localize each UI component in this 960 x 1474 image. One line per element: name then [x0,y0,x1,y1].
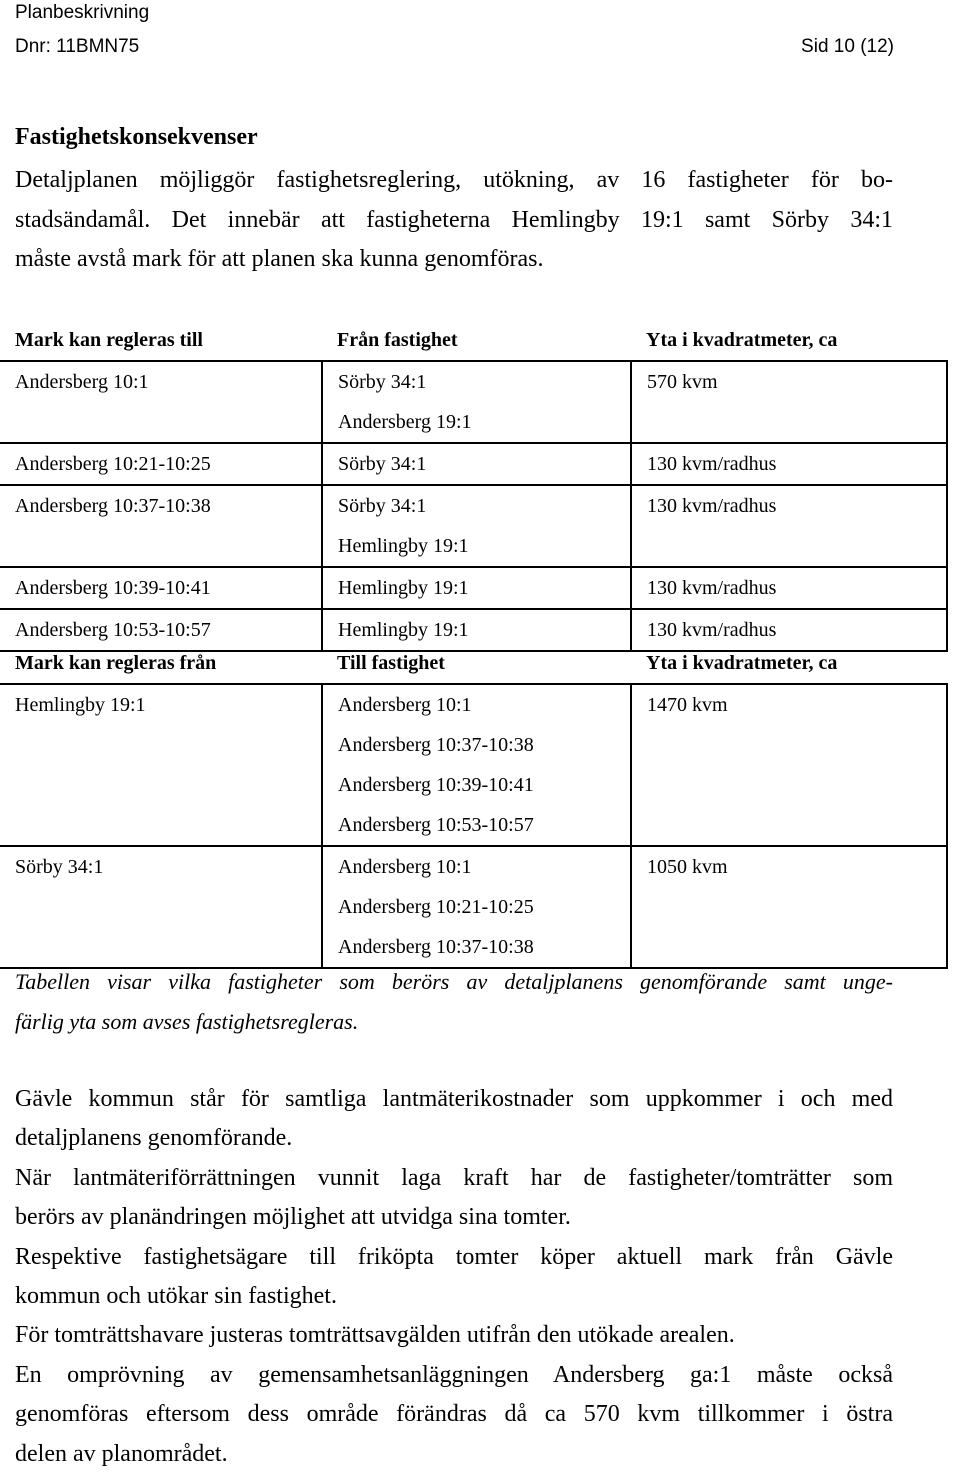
source-cell: Hemlingby 19:1 [322,567,631,609]
table-row [0,567,947,609]
page-number: Sid 10 (12) [801,36,894,57]
column-header: Från fastighet [337,329,458,351]
property-cell: Andersberg 10:1 [0,361,322,443]
area-cell: 130 kvm/radhus [631,443,947,485]
column-header: Yta i kvadratmeter, ca [646,652,838,674]
intro-line: stadsändamål. Det innebär att fastigheterna Hemlingby 19:1 samt Sörby 34:1 [15,206,893,233]
target-property: Andersberg 10:1 [338,856,472,878]
body-line: En omprövning av gemensamhetsanläggningen Andersberg ga:1 måste också [15,1361,893,1388]
target-cell [322,846,631,968]
table-row [0,846,947,968]
column-header: Till fastighet [337,652,445,674]
area-cell: 1470 kvm [631,684,947,846]
table-row [0,684,947,846]
target-property: Andersberg 10:1 [338,694,472,716]
body-line: delen av planområdet. [15,1440,228,1467]
cost-paragraph [15,1080,893,1474]
section-heading: Fastighetskonsekvenser [15,124,258,150]
target-property: Andersberg 10:53-10:57 [338,814,534,836]
table-row [0,361,947,443]
target-property: Andersberg 10:37-10:38 [338,734,534,756]
body-line: berörs av planändringen möjlighet att utvidga sina tomter. [15,1204,571,1231]
area-cell: 1050 kvm [631,846,947,968]
property-cell: Andersberg 10:21-10:25 [0,443,322,485]
column-header: Mark kan regleras från [15,652,217,674]
body-line: För tomträttshavare justeras tomträttsavgälden utifrån den utökade arealen. [15,1322,735,1349]
source-cell: Hemlingby 19:1 [322,609,631,651]
source-cell [322,361,631,443]
area-cell: 130 kvm/radhus [631,485,947,567]
document-type: Planbeskrivning [15,2,150,23]
body-line: När lantmäteriförrättningen vunnit laga kraft har de fastigheter/tomträtter som [15,1164,893,1191]
intro-paragraph [15,161,893,280]
property-cell: Hemlingby 19:1 [0,684,322,846]
table-regulated-from [0,643,948,969]
target-property: Andersberg 10:39-10:41 [338,774,534,796]
table-row [0,485,947,567]
area-cell: 130 kvm/radhus [631,567,947,609]
table-header-row [0,320,947,361]
intro-line: måste avstå mark för att planen ska kunna genomföras. [15,246,544,272]
table-caption [15,962,893,1042]
column-header: Yta i kvadratmeter, ca [646,329,838,351]
property-cell: Andersberg 10:53-10:57 [0,609,322,651]
source-property: Andersberg 19:1 [338,411,472,433]
property-cell: Andersberg 10:37-10:38 [0,485,322,567]
table-regulated-to [0,320,948,652]
body-line: detaljplanens genomförande. [15,1125,293,1152]
target-cell [322,684,631,846]
caption-line: färlig yta som avses fastighetsregleras. [15,1009,359,1034]
property-cell: Andersberg 10:39-10:41 [0,567,322,609]
table-header-row [0,643,947,684]
intro-line: Detaljplanen möjliggör fastighetsreglering, utökning, av 16 fastigheter för bo- [15,167,893,193]
source-property: Sörby 34:1 [338,495,427,517]
body-line: Gävle kommun står för samtliga lantmäterikostnader som uppkommer i och med [15,1086,893,1112]
source-cell: Sörby 34:1 [322,443,631,485]
property-cell: Sörby 34:1 [0,846,322,968]
body-line: Respektive fastighetsägare till friköpta tomter köper aktuell mark från Gävle [15,1243,893,1270]
body-line: genomföras eftersom dess område förändras då ca 570 kvm tillkommer i östra [15,1401,893,1428]
source-cell [322,485,631,567]
column-header: Mark kan regleras till [15,329,203,351]
source-property: Hemlingby 19:1 [338,535,469,557]
source-property: Sörby 34:1 [338,371,427,393]
table-row [0,443,947,485]
area-cell: 570 kvm [631,361,947,443]
area-cell: 130 kvm/radhus [631,609,947,651]
target-property: Andersberg 10:37-10:38 [338,936,534,958]
caption-line: Tabellen visar vilka fastigheter som berörs av detaljplanens genomförande samt unge- [15,969,893,994]
target-property: Andersberg 10:21-10:25 [338,896,534,918]
body-line: kommun och utökar sin fastighet. [15,1283,337,1310]
diary-number: Dnr: 11BMN75 [15,36,140,57]
